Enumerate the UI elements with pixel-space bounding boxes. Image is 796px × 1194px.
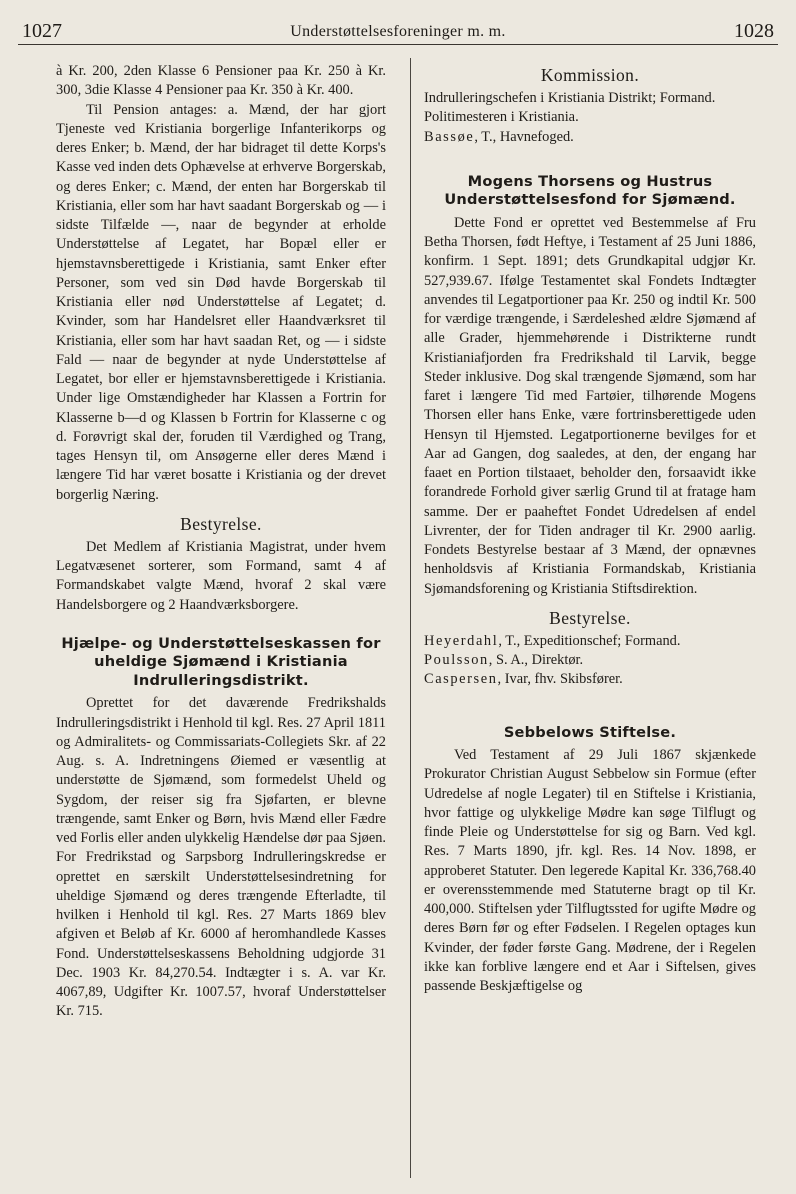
member-name: Bassøe xyxy=(424,128,475,145)
member-name: Caspersen xyxy=(424,671,498,688)
paragraph: Ved Testament af 29 Juli 1867 skjænkede Prokurator Christian August Sebbelow sin Formue (efter Udredelse af nogle Legater) til en Stiftelse i Kristiania, hvor fattige og ulykkelige Mødre kan søge Tilflugt og finde Pleie og Understøttelse for sig og Barn. Ved kgl. Res. 7 Marts 1890, jfr. kgl. Res. 14 Nov. 1898, er approberet Statuter. Den legerede Kapital Kr. 336,768.40 er overensstemmende med Statuterne bragt op til Kr. 400,000. Stiftelsen yder Tilflugtssted for ugifte Mødre og deres Børn før og efter Fødselen. I Regelen optages kun Kvinder, der føder første Gang. Mødrene, der i Regelen ikke kan forblive længere end et Aar i Siftelsen, gives passende Beskjæftigelse og xyxy=(424,747,756,994)
section-heading: Mogens Thorsens og Hustrus Understøttelsesfond for Sjømænd. xyxy=(444,172,736,209)
member-role: , Ivar, fhv. Skibsfører. xyxy=(497,671,623,688)
member-role: , S. A., Direktør. xyxy=(488,652,584,668)
member-line xyxy=(424,632,756,651)
page-number-right: 1028 xyxy=(734,20,774,42)
page-number-left: 1027 xyxy=(22,20,62,42)
paragraph: Det Medlem af Kristiania Magistrat, under hvem Legatvæsenet sorterer, som Formand, samt 4 af Formandskabet valgte Mænd, hvoraf 2 skal være Handelsborgere og 2 Haandværksborgere. xyxy=(56,538,386,613)
paragraph: Dette Fond er oprettet ved Bestemmelse af Fru Betha Thorsen, født Heftye, i Testament af 25 Juni 1886, konfirm. 1 Sept. 1891; dets Grundkapital udgjør Kr. 527,939.67. Ifølge Testamentet skal Fondets Indtægter anvendes til Legatportioner paa Kr. 250 og indtil Kr. 500 for værdige trængende, i Særdeleshed ældre Sjømænd af alle Grader, hjemmehørende i Distrikterne rundt Kristianiafjorden fra Fredrikshald til Larvik, begge Steder inklusive. Dog skal trængende Sjømænd, som har faret i længere Tid med Fartøier, tilhørende Mogens Thorsen eller hans Enke, være fortrinsberettigede uden Hensyn til Hjemsted. Legatportionerne bevilges for et Aar ad Gangen, dog saaledes, at den, der engang har faaet en Portion tilstaaet, beholder den, forsaavidt ikke forandrede Forhold giver særlig Grund til at fratage ham samme. Der er paaheftet Fondet Udredelsen af endel Livrenter, der for Tiden andrager til Kr. 2900 aarlig. Fondets Bestyrelse bestaar af 3 Mænd, der opnævnes henholdsvis af Kristiania Formandskab, Kristiania Sjømandsforening og Kristiania Stiftsdirektion. xyxy=(424,214,756,597)
paragraph: Oprettet for det daværende Fredrikshalds Indrulleringsdistrikt i Henhold til kgl. Res. 27 April 1811 og Admiralitets- og Commissariats-Collegiets Skr. af 22 Aug. s. A. Indretningens Øiemed er væsentlig at understøtte de Sjømænd, som formedelst Uheld og Sygdom, der reiser sig fra Sjøfarten, er blevne trængende, samt Enker og Børn, hvis Mænd eller Fædre ved Forlis eller anden ulykkelig Hændelse dør paa Sjøen. For Fredrikstad og Sarpsborg Indrulleringskredse er oprettet en særskilt Understøttelsesindretning for uheldige Sjømænd og deres trængende Efterladte, til hvilken i Henhold til kgl. Res. 27 Marts 1869 blev afgiven et Beløb af Kr. 6000 af heromhandlede Kasses Fond. Understøttelseskassens Beholdning udgjorde 31 Dec. 1903 Kr. 84,270.54. Indtægter i s. A. var Kr. 4067,89, Udgifter Kr. 1007.57, hvoraf Understøttelser Kr. 715. xyxy=(56,695,386,1020)
column-divider xyxy=(410,58,411,1178)
running-title: Understøttelsesforeninger m. m. xyxy=(290,23,506,40)
member-line xyxy=(424,670,756,689)
left-column xyxy=(56,62,386,1022)
member-line: Indrulleringschefen i Kristiania Distrikt; Formand. xyxy=(424,90,716,106)
paragraph: à Kr. 200, 2den Klasse 6 Pensioner paa Kr. 250 à Kr. 300, 3die Klasse 4 Pensioner paa Kr. 350 à Kr. 400. xyxy=(56,63,386,99)
member-role: , T., Havnefoged. xyxy=(474,128,574,145)
right-column xyxy=(424,62,756,996)
section-title: Bestyrelse. xyxy=(180,513,262,534)
section-heading: Hjælpe- og Understøttelseskassen for uheldige Sjømænd i Kristiania Indrulleringsdistrikt. xyxy=(61,634,381,689)
paragraph: Til Pension antages: a. Mænd, der har gjort Tjeneste ved Kristiania borgerlige Infanterikorps og deres Enker; b. Mænd, der har bidraget til dette Korps's Kasse ved inden dets Ophævelse at erhverve Borgerskab, og deres Enker; c. Mænd, der enten har Borgerskab til Kristiania, eller som har havt saadant Borgerskab og — i sidste Tilfælde —, naar de begynder at erholde Understøttelse af Legatet, har Bopæl eller er hjemstavnsberettigede i Kristiania, samt Enker efter Personer, som ved sin Død havde Borgerskab til Kristiania eller nød Understøttelse af Legatet; d. Kvinder, som har Handelsret eller Haandværksret til Kristiania, eller som har havt saadan Ret, og — i sidste Fald — naar de begynder at nyde Understøttelse af Legatet, bor eller er hjemstavnsberettigede i Kristiania. Under lige Omstændigheder har Klassen a Fortrin for Klasserne b—d og Klassen b Fortrin for Klasserne c og d. Forøvrigt skal der, foruden til Værdighed og Trang, tages Hensyn til, om Ansøgerne eller deres Mænd i længere Tid har været bosatte i Kristiania og der drevet borgerlig Næring. xyxy=(56,101,386,503)
member-line xyxy=(424,128,756,147)
section-title: Kommission. xyxy=(540,65,640,85)
member-name: Heyerdahl xyxy=(424,632,499,649)
running-head xyxy=(18,14,778,45)
section-heading: Sebbelows Stiftelse. xyxy=(503,723,677,741)
member-name: Poulsson xyxy=(424,652,489,668)
section-title: Bestyrelse. xyxy=(549,607,631,628)
member-line: Politimesteren i Kristiania. xyxy=(424,109,579,126)
member-line xyxy=(424,651,756,670)
member-role: , T., Expeditionschef; Formand. xyxy=(498,632,681,649)
